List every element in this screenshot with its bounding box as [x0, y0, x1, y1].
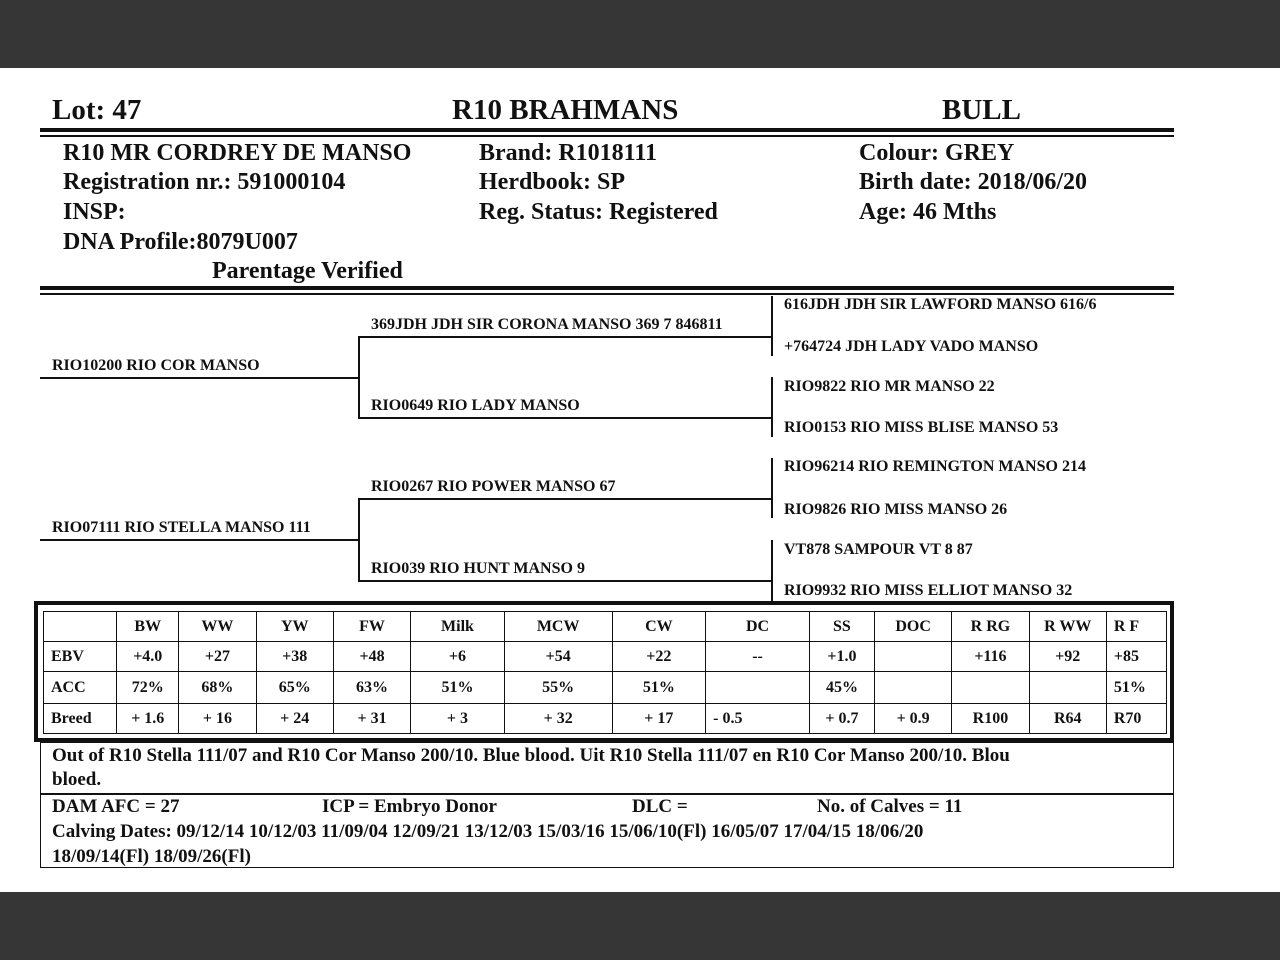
column-header: R RG [952, 612, 1029, 642]
insp-field: INSP: [63, 199, 126, 225]
column-header: BW [117, 612, 179, 642]
pedigree-ggp-3: RIO9822 RIO MR MANSO 22 [784, 378, 995, 395]
breeder-name: R10 BRAHMANS [452, 94, 679, 126]
table-cell: + 16 [179, 704, 256, 734]
table-cell: R100 [952, 704, 1029, 734]
table-cell: +27 [179, 642, 256, 672]
column-header: R WW [1029, 612, 1106, 642]
table-cell: +6 [411, 642, 505, 672]
table-cell: R70 [1106, 704, 1166, 734]
table-cell: -- [706, 642, 810, 672]
table-cell: +85 [1106, 642, 1166, 672]
pedigree-ggp-1: 616JDH JDH SIR LAWFORD MANSO 616/6 [784, 296, 1097, 313]
table-cell: 63% [333, 672, 410, 704]
animal-sex: BULL [942, 94, 1021, 126]
pedigree-dam-sire: RIO0267 RIO POWER MANSO 67 [371, 478, 616, 495]
notes-divider [40, 793, 1174, 795]
column-header: SS [809, 612, 874, 642]
column-header: WW [179, 612, 256, 642]
table-cell: +116 [952, 642, 1029, 672]
table-cell: +54 [504, 642, 612, 672]
pedigree-sire: RIO10200 RIO COR MANSO [52, 357, 260, 374]
parentage-status: Parentage Verified [212, 258, 403, 284]
calving-dates-line-1: Calving Dates: 09/12/14 10/12/03 11/09/04 12/09/21 13/12/03 15/03/16 15/06/10(Fl) 16/05/07 17/04/15 18/06/20 [52, 821, 924, 842]
table-cell [952, 672, 1029, 704]
table-cell: + 1.6 [117, 704, 179, 734]
column-header: CW [612, 612, 706, 642]
brand: Brand: R1018111 [479, 140, 658, 166]
table-cell [1029, 672, 1106, 704]
table-cell: + 17 [612, 704, 706, 734]
table-cell: +22 [612, 642, 706, 672]
animal-name: R10 MR CORDREY DE MANSO [63, 140, 412, 166]
info-rule-thin [40, 293, 1174, 295]
pedigree-sire-dam: RIO0649 RIO LADY MANSO [371, 397, 580, 414]
pedigree-sire-sire: 369JDH JDH SIR CORONA MANSO 369 7 846811 [371, 316, 723, 333]
table-cell: 51% [411, 672, 505, 704]
pedigree-dam: RIO07111 RIO STELLA MANSO 111 [52, 519, 311, 536]
table-cell: 51% [1106, 672, 1166, 704]
dam-afc: DAM AFC = 27 [52, 796, 180, 817]
pedigree-dam-dam: RIO039 RIO HUNT MANSO 9 [371, 560, 585, 577]
age: Age: 46 Mths [859, 199, 997, 225]
table-cell: 68% [179, 672, 256, 704]
description-line-1: Out of R10 Stella 111/07 and R10 Cor Manso 200/10. Blue blood. Uit R10 Stella 111/07 en R10 Cor Manso 200/10. Blou [52, 745, 1010, 766]
header-rule-thin [40, 135, 1174, 137]
colour: Colour: GREY [859, 140, 1015, 166]
row-label: EBV [44, 642, 117, 672]
table-cell: +1.0 [809, 642, 874, 672]
table-cell: R64 [1029, 704, 1106, 734]
table-cell [874, 672, 951, 704]
table-cell: 65% [256, 672, 333, 704]
breed-row [44, 704, 1167, 734]
viewer-bottom-bar [0, 892, 1280, 960]
table-cell: +48 [333, 642, 410, 672]
ebv-header-row [44, 612, 1167, 642]
dna-profile: DNA Profile:8079U007 [63, 229, 298, 255]
table-cell: + 24 [256, 704, 333, 734]
table-cell: + 0.9 [874, 704, 951, 734]
table-cell: + 3 [411, 704, 505, 734]
icp: ICP = Embryo Donor [322, 796, 497, 817]
number-of-calves: No. of Calves = 11 [817, 796, 963, 817]
column-header: MCW [504, 612, 612, 642]
ebv-table [43, 611, 1167, 734]
viewer-top-bar [0, 0, 1280, 68]
column-header: DOC [874, 612, 951, 642]
table-cell: +92 [1029, 642, 1106, 672]
table-cell: 45% [809, 672, 874, 704]
acc-row [44, 672, 1167, 704]
table-cell: - 0.5 [706, 704, 810, 734]
column-header: R F [1106, 612, 1166, 642]
table-cell: 72% [117, 672, 179, 704]
birth-date: Birth date: 2018/06/20 [859, 169, 1087, 195]
info-rule-thick [40, 286, 1174, 290]
table-cell: +38 [256, 642, 333, 672]
header-rule-thick [40, 128, 1174, 132]
column-header [44, 612, 117, 642]
pedigree-ggp-2: +764724 JDH LADY VADO MANSO [784, 338, 1039, 355]
calving-dates-line-2: 18/09/14(Fl) 18/09/26(Fl) [52, 846, 251, 867]
pedigree-ggp-7: VT878 SAMPOUR VT 8 87 [784, 541, 973, 558]
table-cell: 55% [504, 672, 612, 704]
dlc: DLC = [632, 796, 688, 817]
table-cell: + 32 [504, 704, 612, 734]
row-label: Breed [44, 704, 117, 734]
pedigree-ggp-5: RIO96214 RIO REMINGTON MANSO 214 [784, 458, 1086, 475]
table-cell: +4.0 [117, 642, 179, 672]
table-cell: 51% [612, 672, 706, 704]
table-cell [874, 642, 951, 672]
column-header: Milk [411, 612, 505, 642]
table-cell [706, 672, 810, 704]
column-header: FW [333, 612, 410, 642]
pedigree-ggp-4: RIO0153 RIO MISS BLISE MANSO 53 [784, 419, 1059, 436]
pedigree-ggp-6: RIO9826 RIO MISS MANSO 26 [784, 501, 1008, 518]
registration-number: Registration nr.: 591000104 [63, 169, 346, 195]
lot-number: Lot: 47 [52, 94, 142, 126]
table-cell: + 0.7 [809, 704, 874, 734]
row-label: ACC [44, 672, 117, 704]
herdbook: Herdbook: SP [479, 169, 626, 195]
table-cell: + 31 [333, 704, 410, 734]
description-line-2: bloed. [52, 769, 102, 790]
ebv-row [44, 642, 1167, 672]
registration-status: Reg. Status: Registered [479, 199, 718, 225]
column-header: DC [706, 612, 810, 642]
column-header: YW [256, 612, 333, 642]
pedigree-ggp-8: RIO9932 RIO MISS ELLIOT MANSO 32 [784, 582, 1073, 599]
